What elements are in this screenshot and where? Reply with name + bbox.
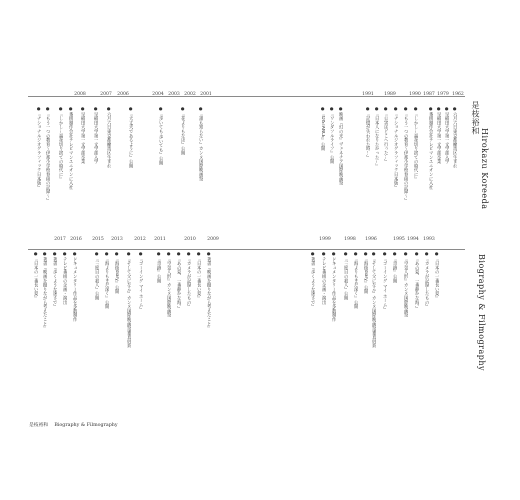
entry-column: ●テレビ番組の企画・演出 [321, 252, 327, 305]
entry-column: ●『そして父になる』カンヌ国際映画祭審査員賞 [126, 252, 132, 348]
entry-column: ●『海街diary』公開 [363, 252, 369, 294]
year-label: 1962 [452, 92, 464, 97]
middle-rule [28, 249, 465, 250]
year-label: 1989 [384, 92, 396, 97]
year-label: 2003 [168, 92, 180, 97]
entry-column: ●番組制作会社テレビマンユニオンに入社 [68, 107, 74, 190]
year-label: 2010 [184, 237, 196, 242]
footer [29, 421, 118, 428]
entry-column: ●著書『映画を撮りながら考えたこと』 [206, 252, 212, 331]
entry-column: ●『カメラが記録したもの』 [424, 252, 430, 309]
entry-column: ●『ナショナルジオグラフィック日本版』 [393, 107, 399, 190]
entry-column: ●『大丈夫であるように』公開 [128, 107, 134, 168]
section-subtitle: Biography & Filmography [477, 254, 486, 372]
entry-column: ●早稲田大学第一文学部卒業 [80, 107, 86, 164]
entry-column: ●テレビ番組の企画・演出 [62, 252, 68, 305]
year-label: 1993 [423, 237, 435, 242]
entry-column: ●『日本の一番長い夏』 [196, 252, 202, 300]
entry-column: ●『空気人形』カンヌ国際映画祭 [403, 252, 409, 318]
year-label: 1991 [362, 92, 374, 97]
entry-column: ●著書『歩くような速さで』 [310, 252, 316, 309]
year-label: 2011 [154, 237, 166, 242]
entry-column: ●『日本人になりたかった…』 [374, 107, 380, 168]
year-label: 1990 [409, 92, 421, 97]
entry-column: ●『三度目の殺人』公開 [343, 252, 349, 300]
entry-column: ●『歩いても 歩いても』公開 [158, 107, 164, 165]
year-label: 1996 [365, 237, 377, 242]
title-english: Hirokazu Koreeda [480, 128, 489, 210]
entry-column: ●番組制作会社テレビマンユニオンに入社 [428, 107, 434, 190]
year-label: 2009 [207, 237, 219, 242]
year-label: 2008 [74, 92, 86, 97]
entry-column: ●早稲田大学第一文学部入学 [444, 107, 450, 164]
entry-column: ●『ゴーイング マイ ホーム』 [382, 252, 388, 312]
entry-column: ●『記憶が失われた時…』 [365, 107, 371, 160]
year-label: 1979 [437, 92, 449, 97]
entry-column: ●早稲田大学第一文学部卒業 [436, 107, 442, 164]
entry-column: ●『海よりもまだ深く』公開 [353, 252, 359, 309]
entry-column: ●『海街diary』公開 [114, 252, 120, 294]
entry-column: ●早稲田大学第一文学部入学 [93, 107, 99, 164]
entry-column: ●『三度目の殺人』公開 [94, 252, 100, 300]
entry-column: ●『日本の一番長い夏』 [33, 252, 39, 300]
year-label: 1998 [344, 237, 356, 242]
entry-column: ●ドキュメンタリー作品を多数制作 [72, 252, 78, 322]
entry-column: ●『もう一つの教育～伊那小学校春組の記録～』 [45, 107, 51, 203]
entry-column: ●『カメラが記録したもの』 [186, 252, 192, 309]
year-label: 2006 [117, 92, 129, 97]
footer-name: 是枝裕和 [29, 423, 49, 428]
entry-column: ●六月六日東京都練馬区生まれ [106, 107, 112, 168]
entry-column: ●『もう一つの教育～伊那小学校春組の記録～』 [403, 107, 409, 203]
entry-column: ●『日本の一番長い夏』 [434, 252, 440, 300]
entry-column: ●『しかし…福祉切り捨ての時代に』 [413, 107, 419, 181]
year-label: 2015 [92, 237, 104, 242]
entry-column: ●ドキュメンタリー作品を多数制作 [331, 252, 337, 322]
entry-column: ●『奇跡』公開 [156, 252, 162, 283]
entry-column: ●映画『幻の光』ヴェネチア国際映画祭 [338, 107, 344, 186]
entry-column: ●『公害はどこへ行った…』 [383, 107, 389, 164]
year-label: 2001 [200, 92, 212, 97]
entry-column: ●『ゴーイング マイ ホーム』 [138, 252, 144, 312]
entry-column: ●『あの夏、一番静かな海。』 [176, 252, 182, 311]
entry-column: ●著書『歩くような速さで』 [52, 252, 58, 309]
entry-column: ●『そして父になる』カンヌ国際映画祭審査員賞 [371, 252, 377, 348]
entry-column: ●『ワンダフルライフ』公開 [329, 107, 335, 164]
entry-column: ●著書『映画を撮りながら考えたこと』 [42, 252, 48, 331]
entry-column: ●『奇跡』公開 [392, 252, 398, 283]
entry-column: ●六月六日東京都練馬区生まれ [452, 107, 458, 168]
year-label: 1995 [393, 237, 405, 242]
year-label: 2012 [134, 237, 146, 242]
entry-column: ●『ナショナルジオグラフィック日本版』 [36, 107, 42, 190]
year-label: 2002 [184, 92, 196, 97]
year-label: 2004 [152, 92, 164, 97]
year-label: 1987 [423, 92, 435, 97]
entry-column: ●『海よりもまだ深く』公開 [104, 252, 110, 309]
top-rule [28, 96, 465, 97]
footer-section: Biography & Filmography [54, 423, 118, 428]
entry-column: ●『しかし…福祉切り捨ての時代に』 [58, 107, 64, 181]
year-label: 2017 [54, 237, 66, 242]
year-label: 1999 [319, 237, 331, 242]
year-label: 2016 [70, 237, 82, 242]
entry-column: ●『花よりもなほ』公開 [180, 107, 186, 155]
entry-column: ●『誰も知らない』カンヌ国際映画祭 [198, 107, 204, 181]
year-label: 2007 [100, 92, 112, 97]
entry-column: ●『DISTANCE』公開 [320, 107, 326, 151]
year-label: 2013 [111, 237, 123, 242]
year-label: 1994 [407, 237, 419, 242]
title-japanese: 是枝裕和 [471, 101, 480, 135]
entry-column: ●『あの夏、一番静かな海。』 [414, 252, 420, 311]
entry-column: ●『空気人形』カンヌ国際映画祭 [166, 252, 172, 318]
